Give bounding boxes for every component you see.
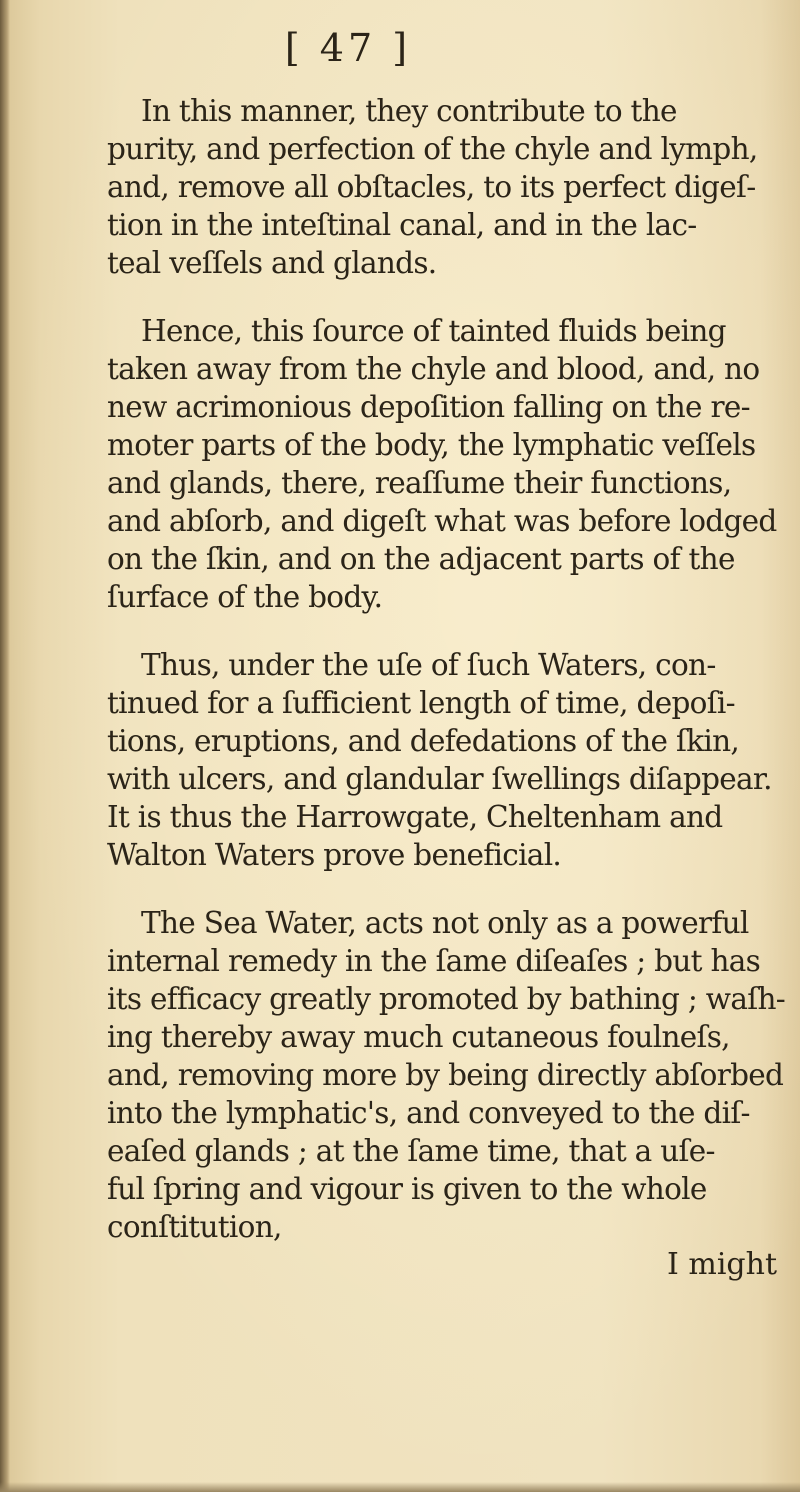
- paragraph: [107, 904, 797, 1284]
- text-line: tion in the inteſtinal canal, and in the lac-: [107, 208, 697, 242]
- body-text: [107, 92, 797, 1314]
- binding-shadow: [0, 0, 10, 1492]
- page-bottom-edge: [0, 1482, 800, 1492]
- text-line: tinued for a ſufficient length of time, depoſi-: [107, 686, 735, 720]
- catchword: I might: [666, 1247, 777, 1282]
- text-line: new acrimonious depoſition falling on the re-: [107, 390, 750, 424]
- text-line: Hence, this ſource of tainted fluids being: [141, 314, 726, 348]
- text-line: and abſorb, and digeſt what was before lodged: [107, 504, 777, 538]
- paragraph: [107, 312, 797, 616]
- text-line: its efficacy greatly promoted by bathing ; waſh-: [107, 982, 786, 1016]
- text-line: and glands, there, reaſſume their functions,: [107, 466, 732, 500]
- text-line: Walton Waters prove beneficial.: [107, 838, 562, 872]
- text-line: purity, and perfection of the chyle and lymph,: [107, 132, 758, 166]
- text-line: on the ſkin, and on the adjacent parts of the: [107, 542, 735, 576]
- text-line: conſtitution,: [107, 1210, 282, 1244]
- text-line: tions, eruptions, and defedations of the ſkin,: [107, 724, 740, 758]
- text-line: with ulcers, and glandular ſwellings diſappear.: [107, 762, 772, 796]
- text-line: taken away from the chyle and blood, and, no: [107, 352, 760, 386]
- text-line: ſurface of the body.: [107, 580, 383, 614]
- text-line: teal veſſels and glands.: [107, 246, 437, 280]
- text-line: and, remove all obſtacles, to its perfect digeſ-: [107, 170, 756, 204]
- paragraph: [107, 646, 797, 874]
- text-line: internal remedy in the ſame diſeaſes ; but has: [107, 944, 761, 978]
- text-line: and, removing more by being directly abſorbed: [107, 1058, 784, 1092]
- text-line: ful ſpring and vigour is given to the whole: [107, 1172, 707, 1206]
- text-line: eaſed glands ; at the ſame time, that a uſe-: [107, 1134, 715, 1168]
- text-line: In this manner, they contribute to the: [141, 94, 677, 128]
- text-line: The Sea Water, acts not only as a powerful: [141, 906, 749, 940]
- paragraph: [107, 92, 797, 282]
- text-line: ing thereby away much cutaneous foulneſs,: [107, 1020, 730, 1054]
- text-line: It is thus the Harrowgate, Cheltenham and: [107, 800, 723, 834]
- page-number: [ 47 ]: [284, 26, 412, 70]
- text-line: moter parts of the body, the lymphatic veſſels: [107, 428, 756, 462]
- text-line: Thus, under the uſe of ſuch Waters, con-: [141, 648, 716, 682]
- text-line: into the lymphatic's, and conveyed to the diſ-: [107, 1096, 750, 1130]
